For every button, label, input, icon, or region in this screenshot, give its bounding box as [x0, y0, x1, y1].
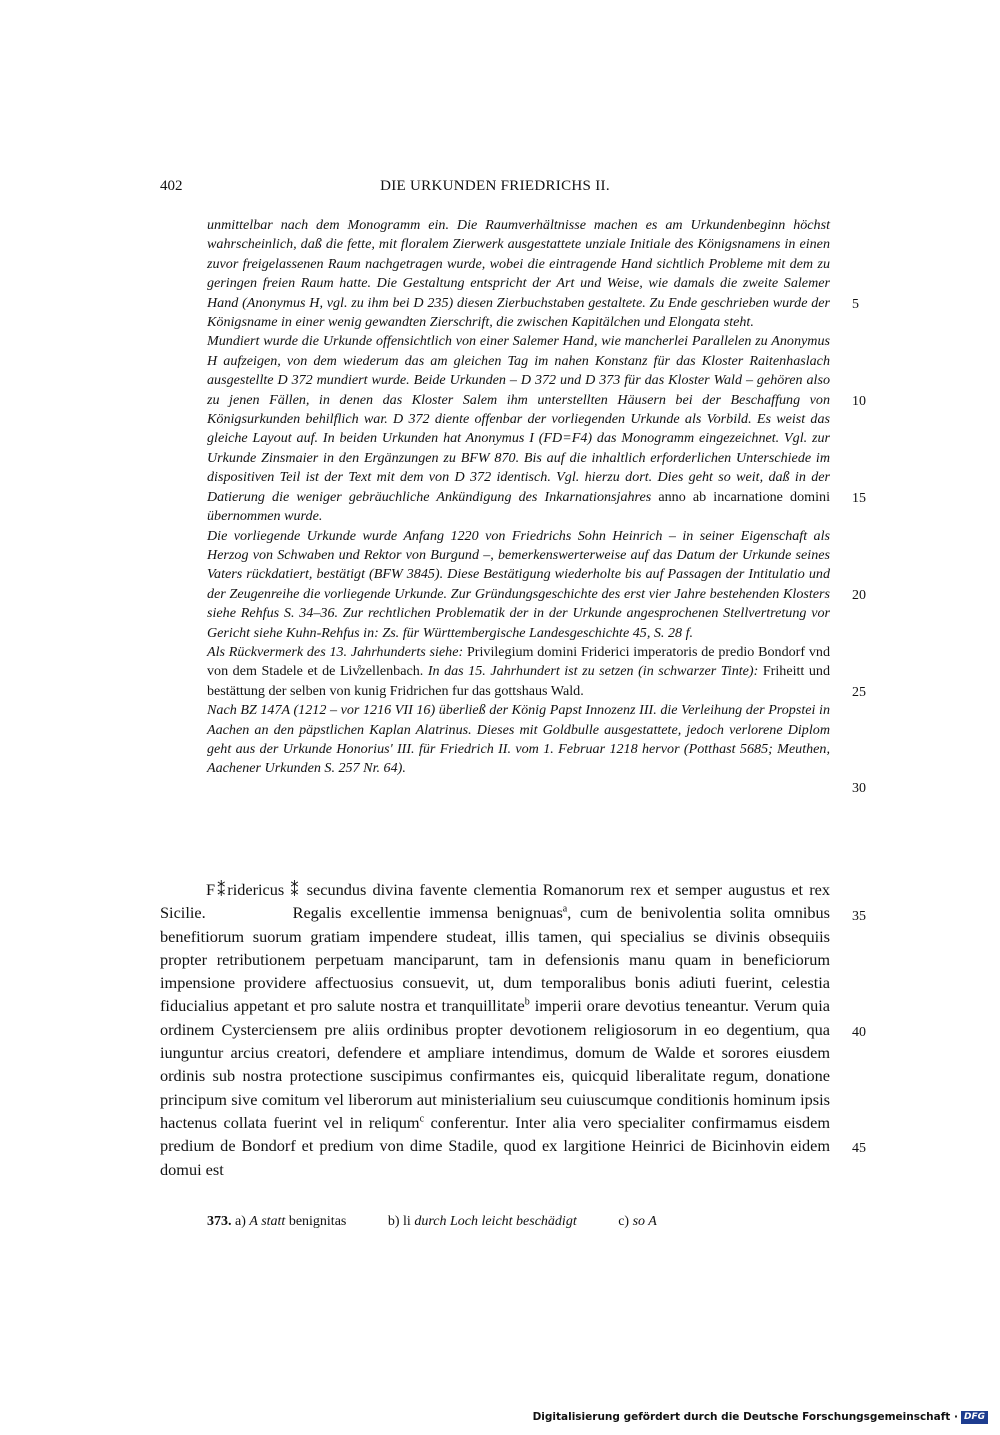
funding-notice: Digitalisierung gefördert durch die Deutsche Forschungsgemeinschaft ·	[532, 1411, 958, 1423]
footnote-document-number: 373.	[207, 1214, 232, 1229]
commentary-text: übernommen wurde.	[207, 508, 323, 525]
footnote-b	[388, 1214, 577, 1229]
running-head: DIE URKUNDEN FRIEDRICHS II.	[380, 178, 610, 194]
commentary-quotation: anno ab incarnatione domini	[658, 488, 830, 505]
footnote-label: a)	[235, 1214, 246, 1229]
funding-footer	[533, 1410, 988, 1424]
commentary-paragraph-1: unmittelbar nach dem Monogramm ein. Die Raumverhältnisse machen es am Urkundenbeginn höchst wahrscheinlich, daß die fette, mit floralem Zierwerk ausgestattete unziale Initiale des Königsnamens in einen zuvor freigelassenen Raum nachgetragen wurde, wobei die eintragende Hand sichtlich Probleme mit dem zu geringen freien Raum hatte. Die Gestaltung entspricht der Art und Weise, wie damals die zweite Salemer Hand (Anonymus H, vgl. zu ihm bei D 235) diesen Zierbuchstaben gestaltete. Zu Ende geschrieben wurde der Königsname in einer wenig gewandten Zierschrift, die zwischen Kapitälchen und Elongata steht.	[207, 217, 830, 331]
line-number: 25	[852, 685, 866, 700]
commentary-text: In das 15. Jahrhundert ist zu setzen (in schwarzer Tinte):	[427, 663, 759, 680]
line-number: 15	[852, 491, 866, 506]
charter-text	[160, 878, 830, 1181]
footnote-a	[207, 1214, 346, 1229]
line-number: 5	[852, 297, 859, 312]
commentary-paragraph-4	[207, 643, 830, 701]
line-number: 30	[852, 781, 866, 796]
line-number: 10	[852, 394, 866, 409]
commentary-text: Als Rückvermerk des 13. Jahrhunderts siehe:	[207, 643, 464, 660]
charter-text-segment: Regalis excellentie immensa benignuas	[292, 903, 563, 923]
charter-text-segment: , cum de benivolentia solita omnibus benefitiorum suorum gratiam impendere studeat, illis tamen, qui specialius se divinis obsequiis propter retributionem perpetuam manciparunt, tam in defensionis manu quam in beneficiorum impensione providere affectuosius consuevit, ut, dum temporalibus bonis adiuti fuerint, celestia fiducialius appetant et pro salute nostra et tranquillitate	[160, 903, 831, 1016]
charter-intitulatio: F⁑ridericus ⁑ secundus divina favente clementia Romanorum rex et semper augustus et rex Sicilie.	[160, 880, 830, 923]
charter-text-segment: conferentur. Inter alia vero specialiter confirmamus eisdem predium de Bondorf et predium von dime Stadile, quod ex largitione Heinrici de Bicinhovin eidem domui est	[160, 1112, 830, 1179]
page-number: 402	[160, 178, 183, 194]
dfg-logo: DFG	[961, 1411, 988, 1424]
footnote-text: so A	[632, 1214, 657, 1229]
charter-paragraph	[160, 878, 830, 1181]
footnote-text: durch Loch leicht beschädigt	[414, 1214, 577, 1229]
commentary-quotation: Privilegium domini Friderici imperatoris de predio Bondorf vnd von dem Stadele et de Liv̊zellenbach.	[207, 643, 830, 680]
line-number: 20	[852, 588, 866, 603]
footnote-label: b) li	[387, 1214, 411, 1229]
footnote-c	[618, 1214, 657, 1229]
footnote-word: benignitas	[288, 1214, 347, 1229]
commentary-quotation: Friheitt und bestättung der selben von kunig Fridrichen fur das gottshaus Wald.	[207, 663, 830, 699]
commentary	[207, 216, 830, 779]
footnotes	[207, 1212, 695, 1231]
line-number: 35	[852, 909, 866, 924]
line-number: 45	[852, 1141, 866, 1156]
line-number: 40	[852, 1025, 866, 1040]
charter-text-segment: imperii orare devotius teneantur. Verum quia ordinem Cysterciensem pre aliis ordinibus propter devotionem religiosorum in eo degentium, qua iunguntur arcius creatori, defendere et ampliare intendimus, domum de Walde et sorores eiusdem ordinis sub nostra protectione suscipimus confirmantes eis, quicquid liberalitate regum, donatione principum sive comitum vel liberorum aut ministerialium seu cuiuscumque conditionis hominum ipsis hactenus collata fuerint vel in reliqum	[160, 996, 830, 1132]
footnote-marker: c	[419, 1113, 425, 1125]
footnote-label: c)	[618, 1214, 630, 1229]
footnote-marker: b	[524, 997, 530, 1009]
footnote-marker: a	[562, 903, 568, 915]
commentary-paragraph-5: Nach BZ 147A (1212 – vor 1216 VII 16) überließ der König Papst Innozenz III. die Verleihung der Propstei in Aachen an den päpstlichen Kaplan Alatrinus. Dieses mit Goldbulle ausgestattete, jedoch verlorene Diplom geht aus der Urkunde Honorius' III. für Friedrich II. vom 1. Februar 1218 hervor (Potthast 5685; Meuthen, Aachener Urkunden S. 257 Nr. 64).	[207, 702, 830, 777]
commentary-paragraph-3: Die vorliegende Urkunde wurde Anfang 1220 von Friedrichs Sohn Heinrich – in seiner Eigenschaft als Herzog von Schwaben und Rektor von Burgund –, bemerkenswerterweise auf das Datum der Urkunde seines Vaters rückdatiert, bestätigt (BFW 3845). Diese Bestätigung wiederholte bis auf Passagen der Intitulatio und der Zeugenreihe die vorliegende Urkunde. Zur Gründungsgeschichte des erst vier Jahre bestehenden Klosters siehe Rehfus S. 34–36. Zur rechtlichen Problematik der in der Urkunde angesprochenen Stellvertretung vor Gericht siehe Kuhn-Rehfus in: Zs. für Württembergische Landesgeschichte 45, S. 28 f.	[207, 527, 830, 641]
commentary-paragraph-2	[207, 332, 830, 526]
commentary-text: Mundiert wurde die Urkunde offensichtlich von einer Salemer Hand, wie mancherlei Parallelen zu Anonymus H aufzeigen, von dem wiederum das am gleichen Tag im nahen Konstanz für das Kloster Raitenhaslach ausgestellte D 372 mundiert wurde. Beide Urkunden – D 372 und D 373 für das Kloster Wald – gehören also zu jenen Fällen, in denen das Kloster Salem ihm unterstellten Häusern bei der Beschaffung von Königsurkunden behilflich war. D 372 diente offenbar der vorliegenden Urkunde als Vorbild. Es weist das gleiche Layout auf. In beiden Urkunden hat Anonymus I (FD=F4) das Monogramm eingezeichnet. Vgl. zur Urkunde Zinsmaier in den Ergänzungen zu BFW 870. Bis auf die inhaltlich erforderlichen Unterschiede im dispositiven Teil ist der Text mit dem von D 372 identisch. Vgl. hierzu dort. Dies geht so weit, daß in der Datierung die weniger gebräuchliche Ankündigung des Inkarnationsjahres	[207, 333, 830, 505]
footnote-text: A statt	[249, 1214, 286, 1229]
